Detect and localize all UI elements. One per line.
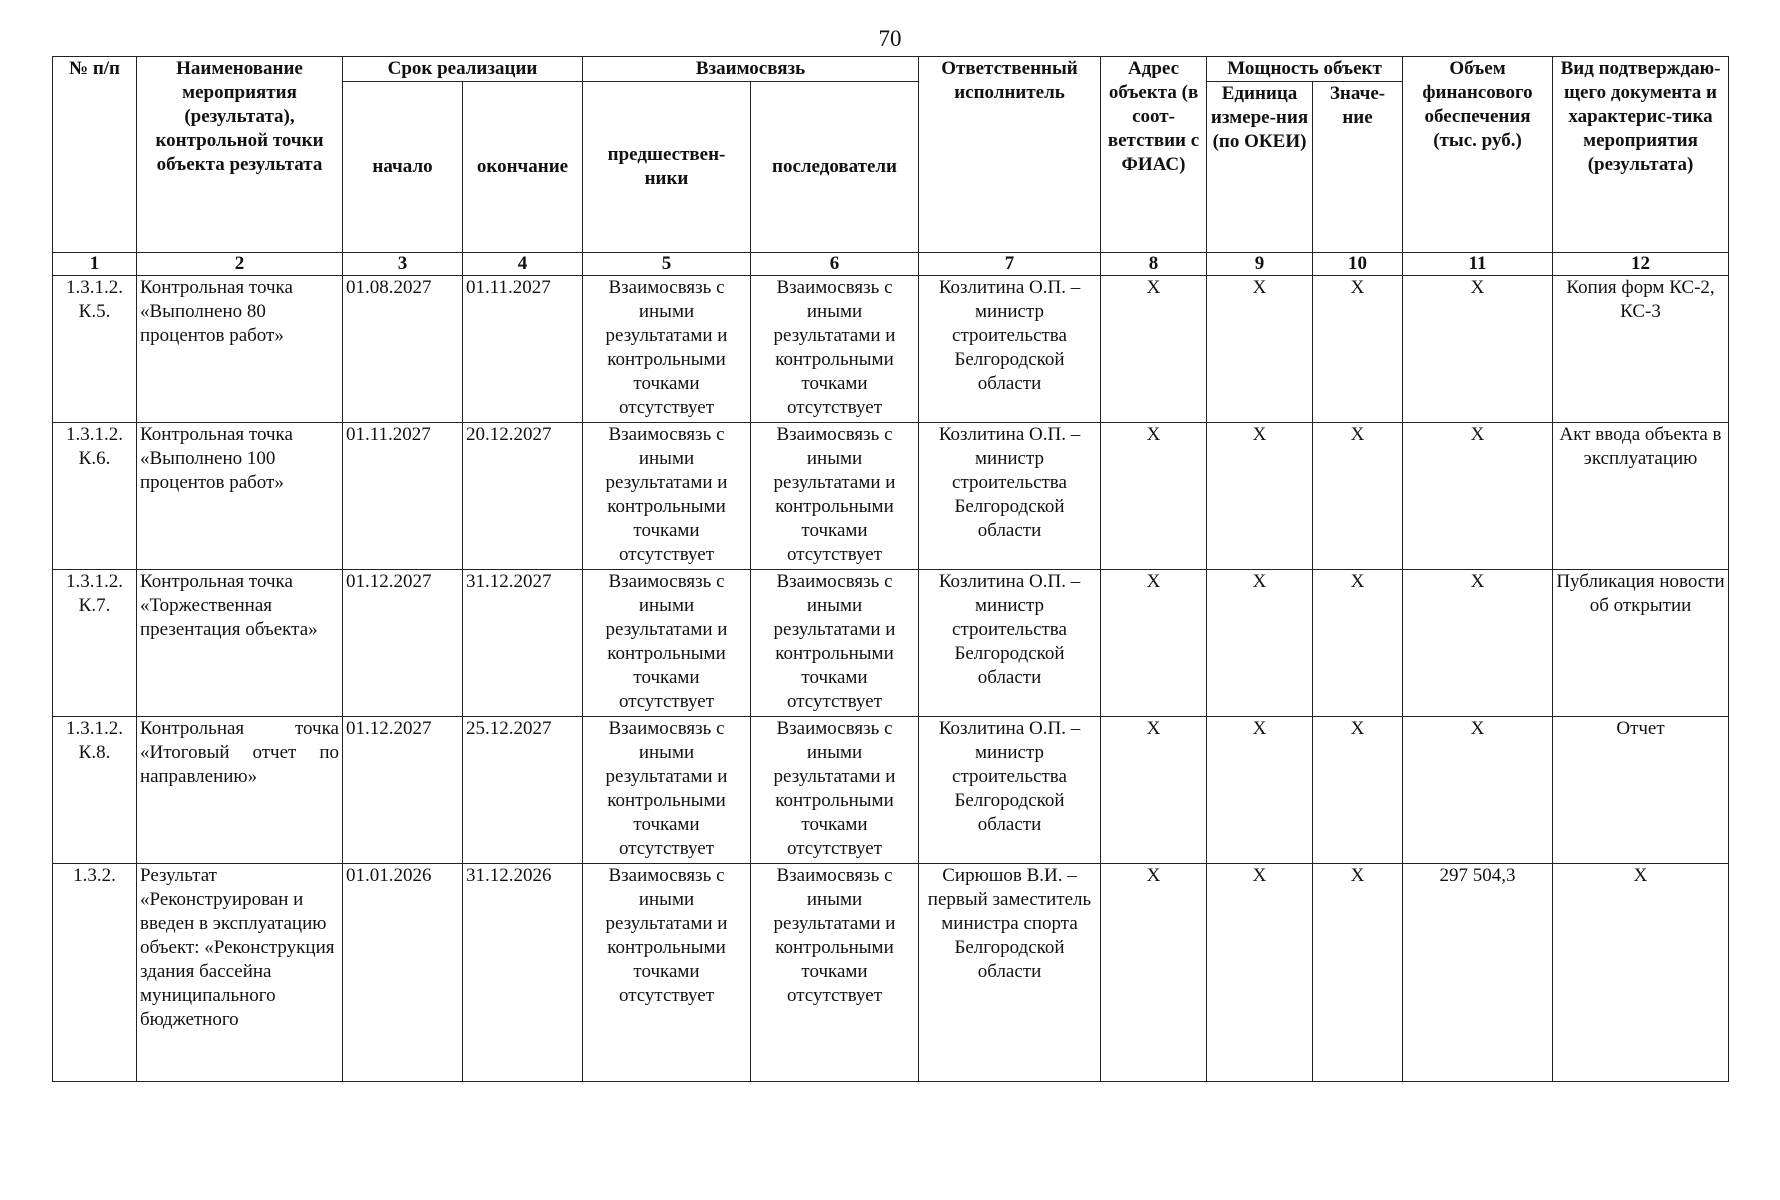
row-address: X [1101,423,1207,570]
row-unit: X [1207,717,1313,864]
table-row [53,276,1729,423]
row-end-date: 31.12.2026 [463,864,583,1082]
table-header [53,57,1729,276]
row-predecessors: Взаимосвязь с иными результатами и контрольными точками отсутствует [583,276,751,423]
header-responsible: Ответственный исполнитель [919,57,1101,253]
header-period: Срок реализации [343,57,583,82]
row-responsible: Козлитина О.П. – министр строительства Белгородской области [919,717,1101,864]
row-funding: X [1403,717,1553,864]
header-capacity: Мощность объект [1207,57,1403,82]
plan-table [52,56,1729,1082]
row-end-date: 31.12.2027 [463,570,583,717]
table-row [53,423,1729,570]
row-funding: 297 504,3 [1403,864,1553,1082]
row-responsible: Козлитина О.П. – министр строительства Белгородской области [919,423,1101,570]
row-document: Публикация новости об открытии [1553,570,1729,717]
column-number: 5 [583,253,751,276]
row-predecessors: Взаимосвязь с иными результатами и контрольными точками отсутствует [583,570,751,717]
row-unit: X [1207,276,1313,423]
row-successors: Взаимосвязь с иными результатами и контрольными точками отсутствует [751,423,919,570]
column-number: 4 [463,253,583,276]
table-row [53,717,1729,864]
row-address: X [1101,570,1207,717]
column-number: 2 [137,253,343,276]
row-number: 1.3.1.2. К.8. [53,717,137,864]
row-funding: X [1403,423,1553,570]
row-start-date: 01.12.2027 [343,570,463,717]
row-document: X [1553,864,1729,1082]
row-funding: X [1403,570,1553,717]
row-value: X [1313,864,1403,1082]
column-number: 9 [1207,253,1313,276]
column-number: 11 [1403,253,1553,276]
row-responsible: Козлитина О.П. – министр строительства Белгородской области [919,570,1101,717]
column-number: 6 [751,253,919,276]
row-start-date: 01.12.2027 [343,717,463,864]
header-funding: Объем финансового обеспечения (тыс. руб.) [1403,57,1553,253]
header-relation: Взаимосвязь [583,57,919,82]
row-name: Результат «Реконструирован и введен в эксплуатацию объект: «Реконструкция здания бассейна муниципального бюджетного [137,864,343,1082]
row-name: Контрольная точка «Торжественная презентация объекта» [137,570,343,717]
row-start-date: 01.08.2027 [343,276,463,423]
row-unit: X [1207,864,1313,1082]
row-address: X [1101,276,1207,423]
header-value: Значе-ние [1313,82,1403,253]
row-successors: Взаимосвязь с иными результатами и контрольными точками отсутствует [751,864,919,1082]
row-predecessors: Взаимосвязь с иными результатами и контрольными точками отсутствует [583,717,751,864]
header-address: Адрес объекта (в соот-ветствии с ФИАС) [1101,57,1207,253]
header-predecessors: предшествен-ники [583,82,751,253]
header-num: № п/п [53,57,137,253]
row-name: Контрольная точка «Выполнено 100 процентов работ» [137,423,343,570]
row-value: X [1313,570,1403,717]
row-name: Контрольная точка «Выполнено 80 процентов работ» [137,276,343,423]
column-number: 7 [919,253,1101,276]
row-start-date: 01.11.2027 [343,423,463,570]
column-number: 10 [1313,253,1403,276]
row-number: 1.3.2. [53,864,137,1082]
header-doc-type: Вид подтверждаю-щего документа и характерис-тика мероприятия (результата) [1553,57,1729,253]
row-unit: X [1207,423,1313,570]
row-address: X [1101,717,1207,864]
column-number: 1 [53,253,137,276]
column-number: 12 [1553,253,1729,276]
column-number: 3 [343,253,463,276]
row-document: Акт ввода объекта в эксплуатацию [1553,423,1729,570]
row-number: 1.3.1.2. К.6. [53,423,137,570]
row-end-date: 25.12.2027 [463,717,583,864]
page-number: 70 [878,26,902,51]
row-document: Отчет [1553,717,1729,864]
row-name: Контрольная точка «Итоговый отчет по направлению» [137,717,343,864]
row-end-date: 20.12.2027 [463,423,583,570]
row-successors: Взаимосвязь с иными результатами и контрольными точками отсутствует [751,717,919,864]
row-start-date: 01.01.2026 [343,864,463,1082]
row-value: X [1313,276,1403,423]
column-number: 8 [1101,253,1207,276]
row-successors: Взаимосвязь с иными результатами и контрольными точками отсутствует [751,276,919,423]
header-name: Наименование мероприятия (результата), контрольной точки объекта результата [137,57,343,253]
row-responsible: Козлитина О.П. – министр строительства Белгородской области [919,276,1101,423]
row-responsible: Сирюшов В.И. – первый заместитель министра спорта Белгородской области [919,864,1101,1082]
row-value: X [1313,717,1403,864]
table-row [53,864,1729,1082]
row-unit: X [1207,570,1313,717]
table-body [53,276,1729,1082]
row-predecessors: Взаимосвязь с иными результатами и контрольными точками отсутствует [583,423,751,570]
row-funding: X [1403,276,1553,423]
row-document: Копия форм КС-2, КС-3 [1553,276,1729,423]
table-row [53,570,1729,717]
column-numbers-row [53,253,1729,276]
row-successors: Взаимосвязь с иными результатами и контрольными точками отсутствует [751,570,919,717]
row-number: 1.3.1.2. К.7. [53,570,137,717]
header-start: начало [343,82,463,253]
row-address: X [1101,864,1207,1082]
row-value: X [1313,423,1403,570]
row-number: 1.3.1.2. К.5. [53,276,137,423]
header-end: окончание [463,82,583,253]
row-end-date: 01.11.2027 [463,276,583,423]
header-successors: последователи [751,82,919,253]
header-unit: Единица измере-ния (по ОКЕИ) [1207,82,1313,253]
row-predecessors: Взаимосвязь с иными результатами и контрольными точками отсутствует [583,864,751,1082]
